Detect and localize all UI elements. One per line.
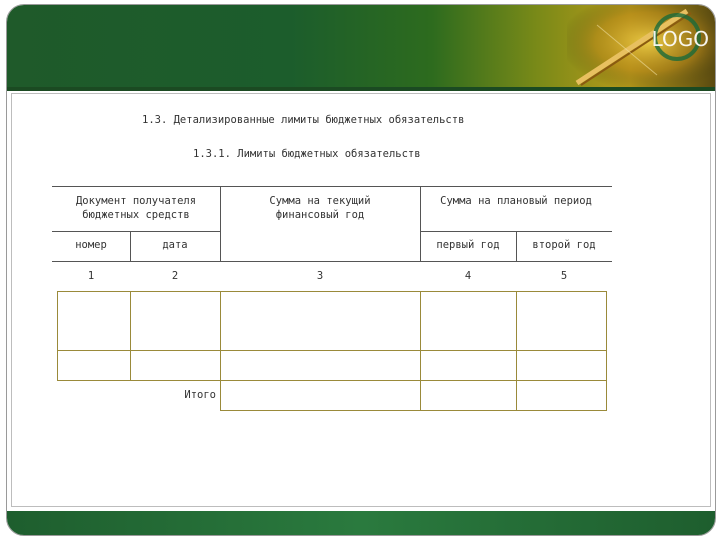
- grid-rule: [220, 291, 221, 410]
- grid-rule: [130, 291, 131, 380]
- grid-rule: [516, 291, 517, 410]
- grid-rule: [57, 350, 607, 351]
- grid-rule: [420, 291, 421, 410]
- header-current-year: Сумма на текущий финансовый год: [269, 195, 371, 221]
- column-number-1: 1: [87, 270, 95, 282]
- grid-rule: [57, 291, 58, 380]
- banner-underline: [7, 87, 715, 91]
- column-number-2: 2: [171, 270, 179, 282]
- total-label: Итого: [184, 389, 216, 401]
- column-number-4: 4: [464, 270, 472, 282]
- table-rule: [52, 186, 612, 187]
- header-first-year: первый год: [436, 239, 500, 251]
- header-banner: [7, 5, 715, 87]
- header-second-year: второй год: [532, 239, 596, 251]
- header-document: Документ получателя бюджетных средств: [75, 195, 197, 221]
- header-number: номер: [75, 239, 107, 251]
- column-number-3: 3: [316, 270, 324, 282]
- grid-rule: [606, 291, 607, 410]
- section-title: 1.3. Детализированные лимиты бюджетных обязательств: [142, 114, 465, 126]
- table-rule: [52, 231, 220, 232]
- grid-rule: [57, 380, 607, 381]
- table-rule: [220, 186, 221, 261]
- column-number-5: 5: [560, 270, 568, 282]
- header-date: дата: [162, 239, 188, 251]
- logo: LOGO: [651, 27, 709, 51]
- grid-rule: [220, 410, 607, 411]
- subsection-title: 1.3.1. Лимиты бюджетных обязательств: [193, 148, 421, 160]
- footer-bar: [7, 511, 715, 535]
- header-plan-period: Сумма на плановый период: [440, 195, 592, 207]
- table-rule: [52, 261, 612, 262]
- grid-rule: [57, 291, 607, 292]
